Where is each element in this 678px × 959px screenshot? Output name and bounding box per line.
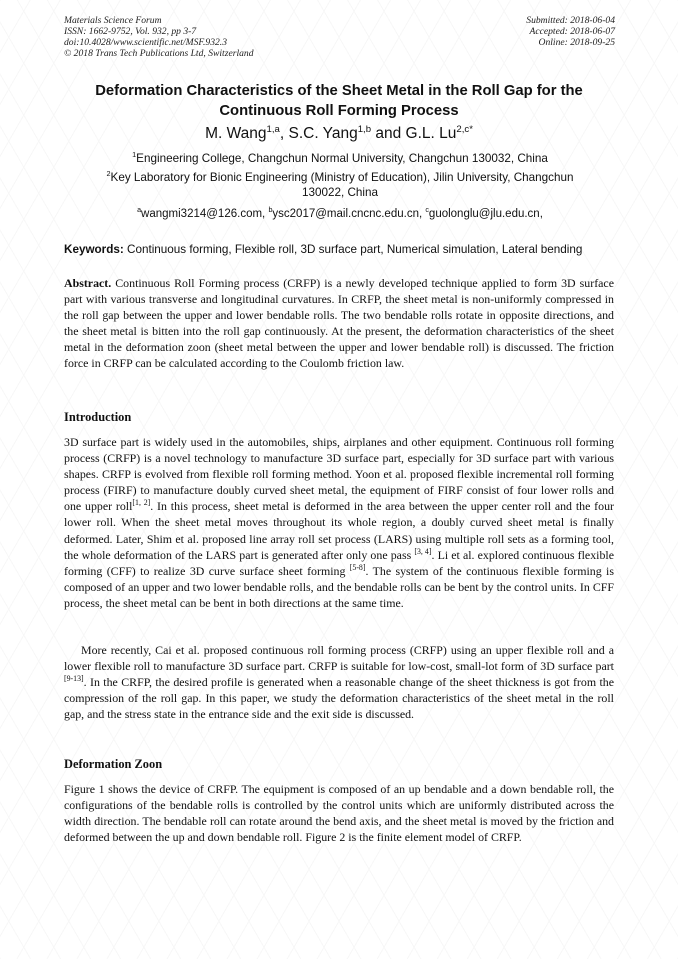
author-superscript: 1,b <box>357 123 372 135</box>
author-superscript: 1,a <box>266 123 280 135</box>
section-heading-deformation-zoon: Deformation Zoon <box>64 757 163 771</box>
body-text: . In this process, sheet metal is deformed in the area between the upper center roll and the four lower roll. When the sheet metal moves throughout its whole region, a doubly curved sheet metal is finally deformed. Later, Shim et al. proposed line array roll set process (LARS) using multiple roll sets as a forming tool, the whole deformation of the LARS part is generated after only one pass <box>64 499 614 562</box>
author-name: S.C. Yang <box>288 125 358 142</box>
section-heading-introduction: Introduction <box>64 410 132 424</box>
intro-paragraph-2 <box>64 642 614 722</box>
doi-line: doi:10.4028/www.scientific.net/MSF.932.3 <box>64 37 227 48</box>
keywords-text: Continuous forming, Flexible roll, 3D surface part, Numerical simulation, Lateral bending <box>127 243 583 256</box>
citation: [1, 2] <box>132 498 151 508</box>
email-mark: c <box>425 206 429 215</box>
publication-info <box>64 15 254 59</box>
citation: [3, 4] <box>414 546 432 556</box>
copyright-line: © 2018 Trans Tech Publications Ltd, Switzerland <box>64 48 254 59</box>
intro-paragraph-1 <box>64 434 614 611</box>
email-mark: b <box>268 206 273 215</box>
abstract-paragraph <box>64 275 614 372</box>
body-text: More recently, Cai et al. proposed continuous roll forming process (CRFP) using an upper flexible roll and a lower flexible roll to manufacture 3D surface part. CRFP is suitable for low-cost, small-lot form of 3D surface part <box>64 643 614 674</box>
deformation-paragraph: Figure 1 shows the device of CRFP. The equipment is composed of an up bendable and a down bendable roll, the configurations of the bendable rolls is controlled by the control units which are uniformly distributed across the width direction. The bendable roll can rotate around the bend axis, and the sheet metal is moved by the friction and deformed between the up and down bendable roll. Figure 2 is the finite element model of CRFP. <box>64 782 614 845</box>
email-address[interactable]: ysc2017@mail.cncnc.edu.cn <box>272 208 419 220</box>
affiliation-mark: 2 <box>106 169 111 179</box>
abstract-text: Continuous Roll Forming process (CRFP) is a newly developed technique applied to form 3D surface part with various transverse and longitudinal curvatures. In CRFP, the sheet metal is non-uniformly compressed in the roll gap between the upper and lower bendable rolls. The two bendable rolls rotate in opposite directions, and the sheet metal is bitten into the roll gap continuously. At the present, the deformation characteristics of the sheet metal in the deformation zoon (sheet metal between the upper and lower bendable roll) is discussed. The friction force in CRFP can be calculated according to the Coulomb friction law. <box>64 276 614 371</box>
keywords-label: Keywords: <box>64 243 124 256</box>
author-separator: , <box>279 125 289 142</box>
body-text: . The system of the continuous flexible forming is composed of an upper and two lower bendable rolls, and the bendable rolls can be bent by the control units. In CFF process, the sheet metal can be bent in both directions at the same time. <box>64 563 614 610</box>
publication-dates <box>526 15 615 48</box>
author-list <box>64 125 614 143</box>
citation: [5-8] <box>349 562 366 572</box>
body-text: . In the CRFP, the desired profile is generated when a reasonable change of the sheet thickness is got from the compression of the roll gap. In this paper, we study the deformation characteristics of the sheet metal in the roll gap, and the stress state in the entrance side and the exit side is discussed. <box>64 675 614 722</box>
author-superscript: 2,c* <box>456 123 473 135</box>
citation: [9-13] <box>64 674 84 684</box>
email-list: $^a$wangmi3214@126.com, $^b$ysc2017@mail.cncnc.edu.cn, $^c$guolonglu@jlu.edu.cn, <box>137 206 543 220</box>
abstract-label: Abstract. <box>64 276 112 290</box>
author-name: M. Wang <box>205 125 267 142</box>
keywords-line <box>64 242 624 257</box>
body-text: . Li et al. explored continuous flexible forming (CFF) to realize 3D curve surface sheet forming <box>64 547 614 578</box>
body-text: 3D surface part is widely used in the automobiles, ships, airplanes and other equipment. Continuous roll forming process (CRFP) is a novel technology to manufacture 3D surface part, especially for 3D surface part with various shapes. CRFP is evolved from flexible roll forming method. Yoon et al. proposed flexible incremental roll forming process (FIRF) to manufacture doubly curved sheet metal, the equipment of FIRF consist of four lower rolls and one upper roll <box>64 435 614 514</box>
affiliation-text: Engineering College, Changchun Normal University, Changchun 130032, China <box>136 152 548 165</box>
email-address[interactable]: wangmi3214@126.com <box>141 208 263 220</box>
affiliation-text: Key Laboratory for Bionic Engineering (Ministry of Education), Jilin University, Changchun 130022, China <box>110 171 574 199</box>
journal-name: Materials Science Forum <box>64 15 162 26</box>
issn-line: ISSN: 1662-9752, Vol. 932, pp 3-7 <box>64 26 197 37</box>
author-name: G.L. Lu <box>405 125 457 142</box>
accepted-date: Accepted: 2018-06-07 <box>529 26 615 37</box>
submitted-date: Submitted: 2018-06-04 <box>526 15 615 26</box>
email-mark: a <box>137 206 142 215</box>
paper-title: Deformation Characteristics of the Sheet Metal in the Roll Gap for the Continuous Roll Forming Process <box>95 83 583 119</box>
author-separator: and <box>371 125 406 142</box>
affiliation-mark: 1 <box>132 150 137 160</box>
affiliation-2 <box>90 170 590 200</box>
email-address[interactable]: guolonglu@jlu.edu.cn <box>428 208 540 220</box>
online-date: Online: 2018-09-25 <box>538 37 615 48</box>
affiliation-1 <box>90 151 590 166</box>
